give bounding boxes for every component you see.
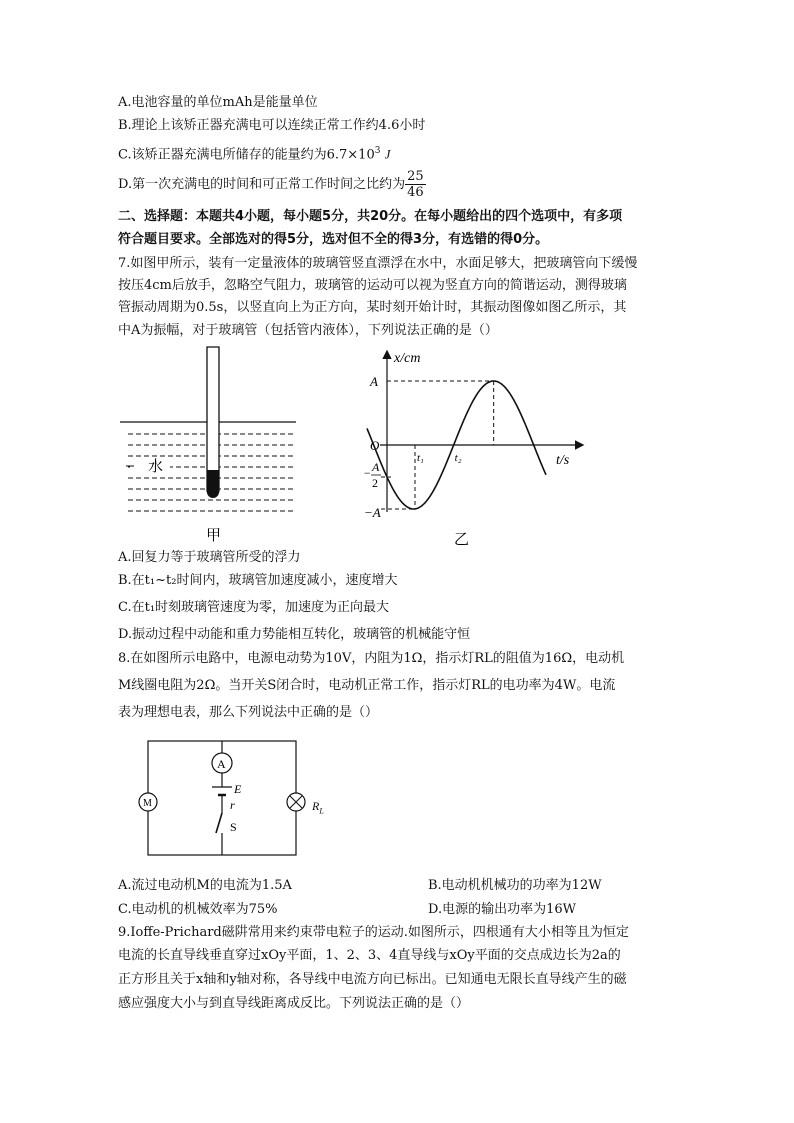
- q6-option-c-exp: 3: [374, 146, 381, 156]
- q8-option-d: D.电源的输出功率为16W: [428, 902, 576, 917]
- x-tick-t2: t₂: [454, 452, 462, 464]
- q6-option-a: A.电池容量的单位mAh是能量单位: [118, 95, 318, 110]
- q7-option-b: B.在t₁~t₂时间内，玻璃管加速度减小，速度增大: [118, 573, 398, 588]
- q6-option-c: [118, 141, 390, 165]
- lamp-label-text: $R_L$: [312, 799, 324, 816]
- svg-text:E: E: [234, 782, 242, 796]
- q7-option-c: C.在t₁时刻玻璃管速度为零，加速度为正向最大: [118, 600, 390, 615]
- q6-option-c-text: C.该矫正器充满电所储存的能量约为6.7×10: [118, 147, 375, 163]
- y-tick-neg-half-A: [363, 460, 381, 490]
- q9-stem-line2: 电流的长直导线垂直穿过xOy平面，1、2、3、4直导线与xOy平面的交点成边长为2a的: [118, 948, 621, 963]
- svg-text:A: A: [217, 757, 226, 771]
- x-tick-t1: t₁: [417, 452, 424, 464]
- svg-text:M: M: [143, 798, 152, 809]
- q6-option-d: [118, 168, 426, 202]
- q6-option-d-numerator: 25: [407, 169, 424, 184]
- x-axis-label: t/s: [556, 453, 570, 468]
- q7-option-a: A.回复力等于玻璃管所受的浮力: [118, 550, 301, 565]
- svg-text:2: 2: [372, 476, 378, 490]
- q8-option-c: C.电动机的机械效率为75%: [118, 902, 278, 917]
- origin-label: O: [370, 438, 380, 453]
- q6-option-d-denominator: 46: [407, 185, 424, 200]
- battery: [212, 782, 242, 812]
- figure-yi-caption: 乙: [454, 532, 470, 548]
- y-tick-neg-A: −A: [364, 505, 381, 520]
- q6-option-c-unit: J: [384, 146, 391, 162]
- q8-circuit-diagram: [130, 735, 310, 865]
- q9-stem-line1: 9.Ioffe-Prichard磁阱常用来约束带电粒子的运动.如图所示，四根通有大小相等且为恒定: [118, 925, 629, 940]
- y-tick-A: A: [370, 374, 378, 389]
- motor: [139, 793, 157, 811]
- svg-text:S: S: [230, 820, 237, 834]
- q9-stem-line4: 感应强度大小与到直导线距离成反比。下列说法正确的是（）: [118, 996, 470, 1011]
- q8-stem-line3: 表为理想电表，那么下列说法中正确的是（）: [118, 705, 379, 720]
- q6-option-d-fraction: [405, 169, 426, 200]
- section2-header-line2: 符合题目要求。全部选对的得5分，选对但不全的得3分，有选错的得0分。: [118, 232, 549, 247]
- y-axis-label: x/cm: [394, 351, 421, 366]
- q7-figure-jia: [120, 342, 300, 547]
- svg-text:r: r: [230, 798, 235, 812]
- water-label: 水: [148, 459, 164, 475]
- q7-option-d: D.振动过程中动能和重力势能相互转化，玻璃管的机械能守恒: [118, 627, 471, 642]
- q6-option-b: B.理论上该矫正器充满电可以连续正常工作约4.6小时: [118, 118, 426, 133]
- lamp: [287, 793, 305, 811]
- tube-liquid: [207, 470, 219, 498]
- svg-text:A: A: [372, 460, 380, 474]
- q7-stem-line1: 7.如图甲所示，装有一定量液体的玻璃管竖直漂浮在水中，水面足够大，把玻璃管向下缓慢: [118, 256, 638, 271]
- svg-text:−: −: [363, 466, 372, 480]
- ammeter: [212, 753, 232, 773]
- q8-option-b: B.电动机机械功的功率为12W: [428, 878, 602, 893]
- switch: [216, 813, 237, 834]
- q8-stem-line2: M线圈电阻为2Ω。当开关S闭合时，电动机正常工作，指示灯RL的电功率为4W。电流: [118, 678, 616, 693]
- q7-stem-line3: 管振动周期为0.5s，以竖直向上为正方向，某时刻开始计时，其振动图像如图乙所示，其: [118, 300, 627, 315]
- q9-stem-line3: 正方形且关于x轴和y轴对称，各导线中电流方向已标出。已知通电无限长直导线产生的磁: [118, 972, 627, 987]
- q7-stem-line2: 按压4cm后放手，忽略空气阻力，玻璃管的运动可以视为竖直方向的简谐运动，测得玻璃: [118, 278, 627, 293]
- q7-figure-yi-chart: [350, 340, 590, 550]
- section2-header-line1: 二、选择题：本题共4小题，每小题5分，共20分。在每小题给出的四个选项中，有多项: [118, 209, 623, 224]
- q8-option-a: A.流过电动机M的电流为1.5A: [118, 878, 292, 893]
- q7-stem-line4: 中A为振幅，对于玻璃管（包括管内液体），下列说法正确的是（）: [118, 323, 498, 338]
- q8-stem-line1: 8.在如图所示电路中，电源电动势为10V，内阻为1Ω，指示灯RL的阻值为16Ω，电动机: [118, 651, 625, 666]
- figure-jia-caption: 甲: [206, 528, 222, 544]
- q6-option-d-text: D.第一次充满电的时间和可正常工作时间之比约为: [118, 177, 406, 192]
